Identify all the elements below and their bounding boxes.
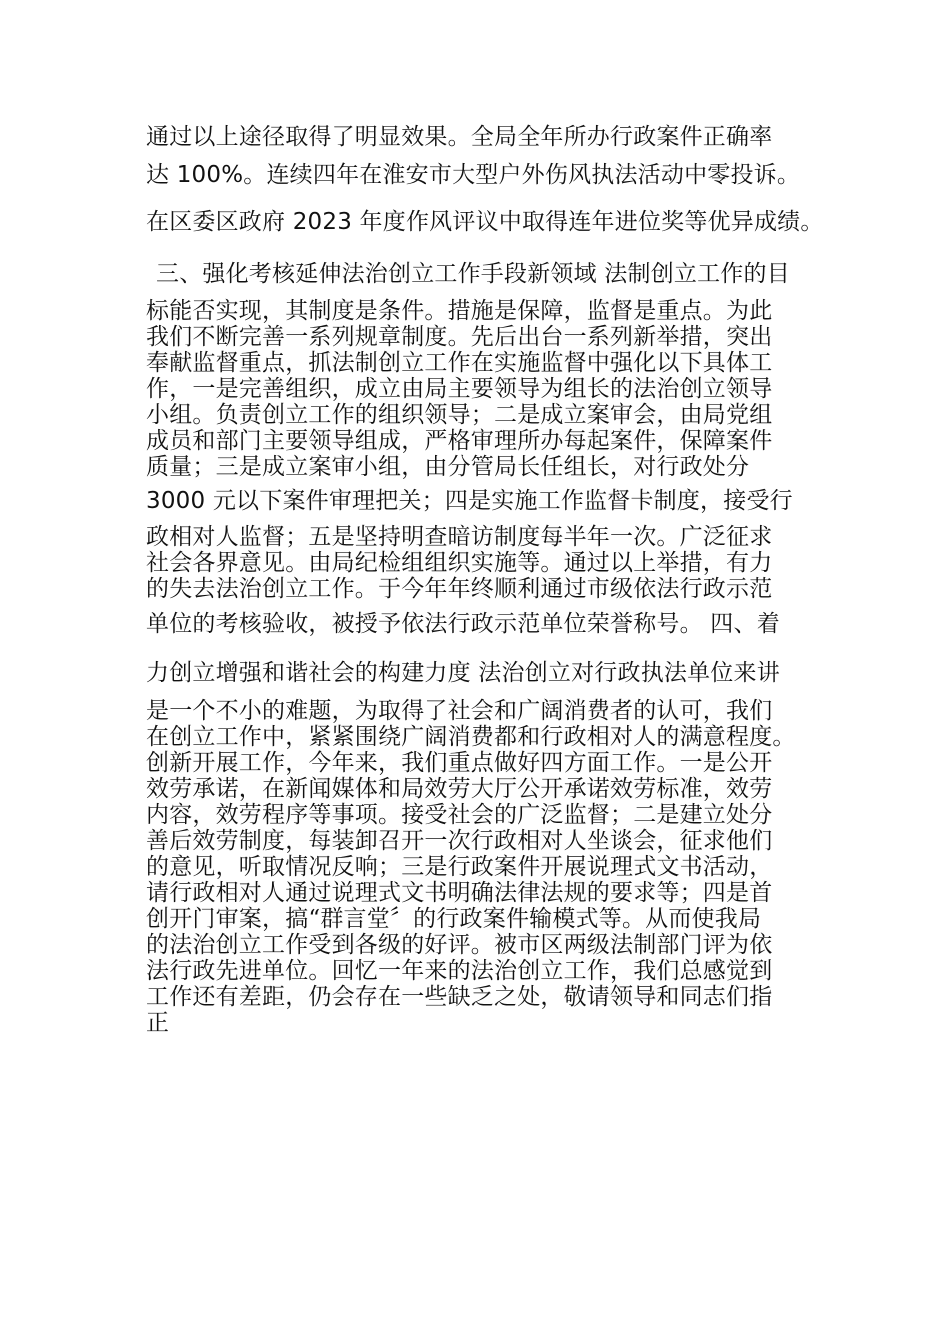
section-heading-3: 三、强化考核延伸法治创立工作手段新领域 法制创立工作的目 [156,261,790,287]
text-line: 作，一是完善组织，成立由局主要领导为组长的法治创立领导 [146,376,773,402]
text-line: 奉献监督重点，抓法制创立工作在实施监督中强化以下具体工 [146,350,773,376]
section-heading-4: 力创立增强和谐社会的构建力度 法治创立对行政执法单位来讲 [146,660,780,686]
text-line: 政相对人监督；五是坚持明查暗访制度每半年一次。广泛征求 [146,524,773,550]
text-line: 创新开展工作，今年来，我们重点做好四方面工作。一是公开 [146,750,773,776]
text-line: 成员和部门主要领导组成，严格审理所办每起案件，保障案件 [146,428,773,454]
text-line: 标能否实现，其制度是条件。措施是保障，监督是重点。为此 [146,298,773,324]
text-line: 在创立工作中，紧紧围绕广阔消费都和行政相对人的满意程度。 [146,724,796,750]
text-line: 社会各界意见。由局纪检组组织实施等。通过以上举措，有力 [146,550,773,576]
text-line: 法行政先进单位。回忆一年来的法治创立工作，我们总感觉到 [146,958,773,984]
text-line: 请行政相对人通过说理式文书明确法律法规的要求等；四是首 [146,880,773,906]
text-line: 的失去法治创立工作。于今年年终顺利通过市级依法行政示范 [146,576,773,602]
text-line: 通过以上途径取得了明显效果。全局全年所办行政案件正确率 [146,124,773,150]
text-line: 我们不断完善一系列规章制度。先后出台一系列新举措，突出 [146,324,773,350]
text-line: 正 [146,1010,170,1036]
text-line: 质量；三是成立案审小组，由分管局长任组长，对行政处分 [146,454,750,480]
text-line: 3000 元以下案件审理把关；四是实施工作监督卡制度，接受行 [146,488,793,514]
text-line: 创开门审案，搞“群言堂〞的行政案件输模式等。从而使我局 [146,906,762,932]
text-line: 内容，效劳程序等事项。接受社会的广泛监督；二是建立处分 [146,802,773,828]
text-line: 的法治创立工作受到各级的好评。被市区两级法制部门评为依 [146,932,773,958]
text-line: 小组。负责创立工作的组织领导；二是成立案审会，由局党组 [146,402,773,428]
text-line: 善后效劳制度，每装卸召开一次行政相对人坐谈会，征求他们 [146,828,773,854]
text-line: 的意见，听取情况反响；三是行政案件开展说理式文书活动， [146,854,773,880]
text-line: 在区委区政府 2023 年度作风评议中取得连年进位奖等优异成绩。 [146,209,824,235]
text-line: 效劳承诺，在新闻媒体和局效劳大厅公开承诺效劳标准，效劳 [146,776,773,802]
text-line: 工作还有差距，仍会存在一些缺乏之处，敬请领导和同志们指 [146,984,773,1010]
text-line: 单位的考核验收，被授予依法行政示范单位荣誉称号。 四、着 [146,611,780,637]
text-line: 是一个不小的难题，为取得了社会和广阔消费者的认可，我们 [146,698,773,724]
text-line: 达 100%。连续四年在淮安市大型户外伤风执法活动中零投诉。 [146,162,801,188]
